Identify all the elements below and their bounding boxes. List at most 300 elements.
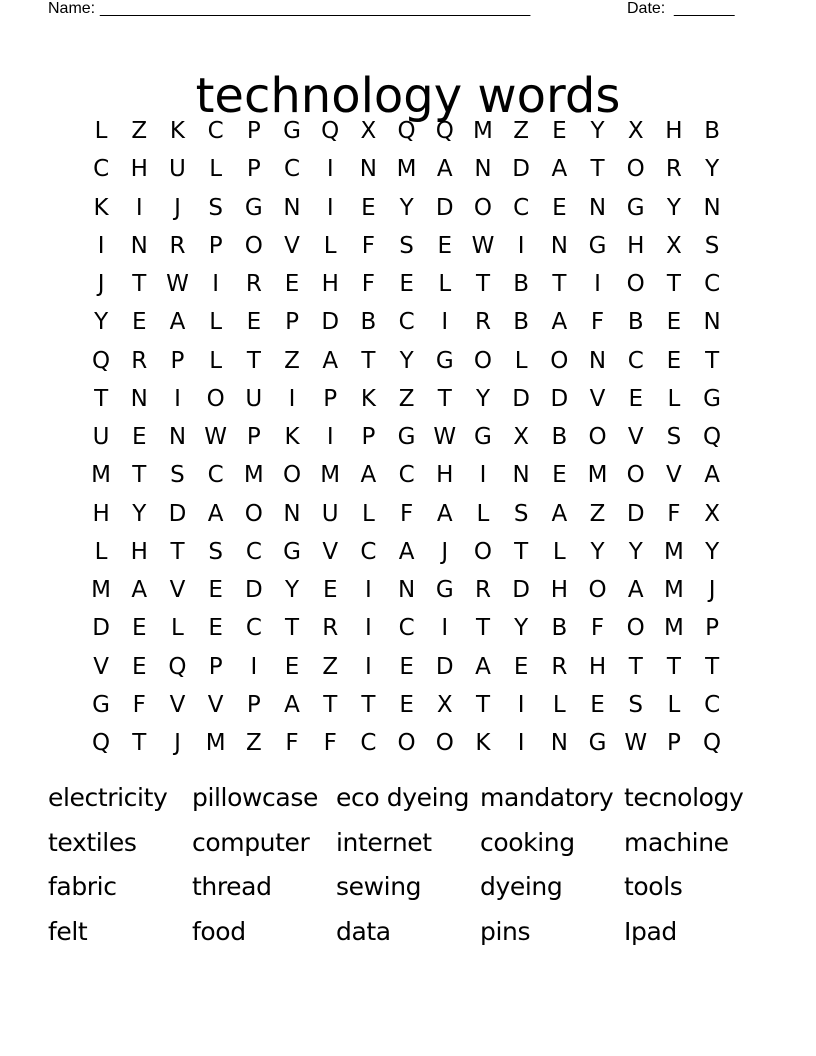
word-list-item: eco dyeing <box>336 783 470 812</box>
grid-letter: N <box>474 156 492 183</box>
name-label: Name: <box>48 0 96 17</box>
grid-letter: H <box>321 271 339 298</box>
grid-letter: T <box>628 653 643 680</box>
grid-letter: G <box>588 730 607 757</box>
grid-letter: M <box>473 118 493 145</box>
grid-letter: P <box>246 118 261 145</box>
word-list-item: fabric <box>48 872 117 902</box>
grid-letter: V <box>169 691 186 718</box>
grid-letter: K <box>93 194 109 221</box>
grid-letter: A <box>627 577 644 604</box>
grid-letter: E <box>437 232 453 259</box>
grid-letter: V <box>93 653 109 680</box>
grid-letter: J <box>708 577 716 604</box>
grid-letter: T <box>361 691 376 718</box>
grid-letter: C <box>93 156 110 183</box>
grid-letter: H <box>130 538 148 565</box>
grid-letter: G <box>283 538 301 565</box>
grid-letter: S <box>704 232 720 259</box>
grid-letter: T <box>705 347 720 374</box>
grid-letter: I <box>365 577 372 604</box>
grid-letter: L <box>209 347 223 374</box>
grid-letter: I <box>365 615 372 642</box>
grid-letter: P <box>208 232 223 259</box>
grid-letter: D <box>435 653 454 680</box>
grid-letter: R <box>169 232 186 259</box>
grid-letter: T <box>666 271 681 298</box>
grid-letter: R <box>245 271 262 298</box>
grid-letter: N <box>359 156 378 183</box>
grid-letter: M <box>663 538 684 565</box>
grid-letter: O <box>550 347 569 374</box>
word-list-item: cooking <box>480 827 575 857</box>
grid-letter: E <box>132 424 147 451</box>
grid-letter: M <box>91 577 112 604</box>
grid-letter: W <box>166 271 189 298</box>
letter-grid <box>82 112 731 762</box>
grid-letter: C <box>245 615 262 642</box>
word-list-item: Ipad <box>624 917 677 947</box>
grid-letter: M <box>320 462 341 489</box>
grid-letter: E <box>399 691 414 718</box>
grid-letter: E <box>132 615 147 642</box>
grid-letter: G <box>397 424 416 451</box>
grid-letter: G <box>244 194 263 221</box>
grid-letter: M <box>396 156 417 183</box>
grid-letter: N <box>588 347 607 374</box>
grid-letter: T <box>514 538 529 565</box>
grid-letter: R <box>474 577 491 604</box>
grid-letter: Z <box>245 730 262 757</box>
grid-letter: Z <box>398 385 415 412</box>
header-line <box>48 0 740 20</box>
grid-letter: L <box>667 385 681 412</box>
grid-letter: O <box>473 347 493 374</box>
grid-letter: N <box>397 577 416 604</box>
grid-letter: L <box>209 156 223 183</box>
grid-letter: Y <box>514 615 529 642</box>
word-list-item: mandatory <box>480 783 614 812</box>
word-list-item: textiles <box>48 827 137 857</box>
grid-letter: A <box>284 691 300 718</box>
grid-letter: D <box>512 577 531 604</box>
grid-letter: O <box>588 424 607 451</box>
grid-letter: Z <box>322 653 339 680</box>
grid-letter: W <box>624 730 648 757</box>
grid-letter: U <box>169 156 186 183</box>
grid-letter: G <box>474 424 492 451</box>
grid-letter: Y <box>399 347 414 374</box>
grid-letter: T <box>475 271 490 298</box>
grid-letter: E <box>666 309 682 336</box>
grid-letter: Y <box>705 538 720 565</box>
grid-letter: E <box>552 118 567 145</box>
grid-letter: X <box>704 500 720 527</box>
grid-letter: D <box>92 615 110 642</box>
grid-letter: F <box>361 232 376 259</box>
grid-letter: E <box>284 271 300 298</box>
grid-letter: M <box>243 462 264 489</box>
grid-letter: F <box>590 615 605 642</box>
grid-letter: L <box>476 500 490 527</box>
grid-letter: D <box>168 500 187 527</box>
grid-letter: N <box>283 194 301 221</box>
grid-letter: C <box>398 462 415 489</box>
grid-letter: C <box>627 347 644 374</box>
word-list-item: felt <box>48 917 88 947</box>
grid-letter: E <box>132 653 147 680</box>
grid-letter: C <box>513 194 530 221</box>
grid-letter: I <box>517 232 525 259</box>
grid-letter: D <box>512 156 531 183</box>
grid-letter: L <box>438 271 452 298</box>
grid-letter: N <box>168 424 187 451</box>
grid-letter: I <box>326 156 334 183</box>
grid-letter: Q <box>92 347 111 374</box>
grid-letter: T <box>552 271 567 298</box>
grid-letter: J <box>174 730 181 757</box>
grid-letter: Q <box>397 118 416 145</box>
grid-letter: O <box>626 156 645 183</box>
grid-letter: S <box>628 691 644 718</box>
grid-letter: P <box>170 347 185 374</box>
grid-letter: A <box>169 309 186 336</box>
grid-letter: N <box>588 194 607 221</box>
grid-letter: M <box>587 462 608 489</box>
grid-letter: Y <box>475 385 490 412</box>
grid-letter: C <box>704 271 721 298</box>
grid-letter: L <box>361 500 375 527</box>
grid-letter: G <box>703 385 721 412</box>
grid-letter: U <box>321 500 339 527</box>
grid-letter: E <box>132 309 147 336</box>
grid-letter: E <box>666 347 682 374</box>
grid-letter: I <box>594 271 601 298</box>
grid-letter: O <box>626 615 645 642</box>
grid-letter: L <box>171 615 184 642</box>
grid-letter: X <box>360 118 377 145</box>
grid-letter: Y <box>705 156 720 183</box>
grid-letter: A <box>704 462 720 489</box>
grid-letter: A <box>436 500 453 527</box>
grid-letter: E <box>284 653 300 680</box>
grid-letter: W <box>471 232 495 259</box>
grid-letter: O <box>626 462 645 489</box>
grid-letter: L <box>209 309 223 336</box>
grid-letter: A <box>551 309 568 336</box>
grid-letter: Y <box>590 118 605 145</box>
grid-letter: O <box>397 730 416 757</box>
grid-letter: J <box>174 194 181 221</box>
grid-letter: M <box>91 462 112 489</box>
grid-letter: O <box>435 730 454 757</box>
name-blank-line: __________________________________________________ <box>100 0 530 17</box>
grid-letter: T <box>170 538 185 565</box>
grid-letter: D <box>321 309 340 336</box>
word-list-item: pins <box>480 917 531 947</box>
grid-letter: Y <box>94 309 109 336</box>
grid-letter: R <box>322 615 339 642</box>
grid-letter: P <box>246 424 261 451</box>
grid-letter: S <box>170 462 185 489</box>
grid-letter: E <box>628 385 643 412</box>
grid-letter: P <box>208 653 223 680</box>
grid-letter: C <box>207 462 224 489</box>
grid-letter: N <box>283 500 301 527</box>
grid-letter: A <box>436 156 453 183</box>
grid-letter: C <box>284 156 301 183</box>
grid-letter: N <box>703 309 721 336</box>
grid-letter: O <box>473 538 493 565</box>
word-list-item: food <box>192 917 246 947</box>
grid-letter: G <box>92 691 110 718</box>
grid-letter: R <box>131 347 148 374</box>
grid-letter: F <box>361 271 376 298</box>
grid-letter: K <box>475 730 491 757</box>
grid-letter: R <box>551 653 568 680</box>
grid-letter: I <box>441 615 449 642</box>
grid-letter: L <box>94 538 108 565</box>
grid-letter: Z <box>513 118 530 145</box>
grid-letter: V <box>207 691 224 718</box>
grid-letter: Q <box>703 730 722 757</box>
grid-letter: N <box>550 232 568 259</box>
grid-letter: B <box>513 309 530 336</box>
grid-letter: S <box>208 194 223 221</box>
grid-letter: B <box>551 615 568 642</box>
grid-letter: O <box>626 271 645 298</box>
grid-letter: P <box>285 309 299 336</box>
grid-letter: U <box>245 385 263 412</box>
word-list-item: thread <box>192 872 272 902</box>
grid-letter: G <box>435 577 454 604</box>
grid-letter: F <box>323 730 337 757</box>
grid-letter: S <box>208 538 223 565</box>
grid-letter: W <box>433 424 457 451</box>
grid-letter: G <box>283 118 301 145</box>
word-list-item: computer <box>192 827 310 857</box>
grid-letter: H <box>550 577 568 604</box>
grid-letter: I <box>250 653 258 680</box>
grid-letter: T <box>132 730 147 757</box>
grid-letter: A <box>398 538 415 565</box>
grid-letter: V <box>284 232 300 259</box>
grid-letter: C <box>398 309 415 336</box>
word-list-item: internet <box>336 827 432 857</box>
grid-letter: M <box>205 730 226 757</box>
grid-letter: B <box>513 271 530 298</box>
grid-letter: J <box>97 271 105 298</box>
grid-letter: K <box>169 118 186 145</box>
grid-letter: H <box>627 232 645 259</box>
grid-letter: F <box>285 730 299 757</box>
grid-letter: Z <box>284 347 300 374</box>
date-label: Date: <box>627 0 666 17</box>
grid-letter: I <box>365 653 372 680</box>
grid-letter: N <box>130 232 148 259</box>
grid-letter: I <box>135 194 143 221</box>
word-list <box>48 776 768 955</box>
grid-letter: M <box>663 615 684 642</box>
grid-letter: Q <box>321 118 340 145</box>
grid-letter: A <box>551 500 568 527</box>
grid-letter: C <box>360 538 377 565</box>
grid-letter: B <box>551 424 568 451</box>
grid-letter: I <box>517 730 525 757</box>
grid-letter: J <box>441 538 449 565</box>
grid-letter: I <box>212 271 220 298</box>
grid-letter: C <box>245 538 262 565</box>
grid-letter: I <box>326 424 334 451</box>
grid-letter: E <box>361 194 376 221</box>
grid-letter: H <box>665 118 683 145</box>
grid-letter: K <box>284 424 300 451</box>
grid-letter: Y <box>285 577 300 604</box>
grid-letter: T <box>590 156 605 183</box>
grid-letter: A <box>360 462 377 489</box>
grid-letter: L <box>552 691 566 718</box>
grid-letter: V <box>169 577 186 604</box>
grid-letter: Z <box>589 500 606 527</box>
grid-letter: T <box>361 347 376 374</box>
grid-letter: M <box>663 577 684 604</box>
grid-letter: E <box>513 653 529 680</box>
grid-letter: E <box>399 271 414 298</box>
grid-letter: I <box>288 385 296 412</box>
grid-letter: S <box>513 500 529 527</box>
grid-letter: I <box>326 194 334 221</box>
grid-letter: G <box>588 232 607 259</box>
grid-letter: S <box>399 232 414 259</box>
grid-letter: L <box>323 232 337 259</box>
grid-letter: X <box>436 691 453 718</box>
word-list-item: dyeing <box>480 872 563 902</box>
grid-letter: G <box>626 194 645 221</box>
grid-letter: P <box>361 424 376 451</box>
grid-letter: R <box>665 156 682 183</box>
grid-letter: T <box>323 691 338 718</box>
grid-letter: W <box>204 424 228 451</box>
grid-letter: E <box>322 577 338 604</box>
grid-letter: B <box>627 309 644 336</box>
grid-letter: C <box>360 730 377 757</box>
grid-letter: L <box>94 118 108 145</box>
word-list-item: data <box>336 917 391 947</box>
grid-letter: T <box>132 462 147 489</box>
grid-letter: N <box>550 730 568 757</box>
grid-letter: F <box>399 500 414 527</box>
grid-letter: K <box>360 385 376 412</box>
grid-letter: I <box>97 232 105 259</box>
grid-letter: T <box>246 347 261 374</box>
grid-letter: E <box>590 691 605 718</box>
grid-letter: T <box>94 385 109 412</box>
grid-letter: D <box>435 194 454 221</box>
grid-letter: H <box>92 500 110 527</box>
grid-letter: D <box>512 385 531 412</box>
grid-letter: O <box>206 385 225 412</box>
grid-letter: Q <box>703 424 722 451</box>
word-list-item: pillowcase <box>192 783 318 812</box>
grid-letter: I <box>441 309 449 336</box>
grid-letter: Z <box>131 118 148 145</box>
grid-letter: V <box>322 538 339 565</box>
grid-letter: P <box>246 156 261 183</box>
grid-letter: I <box>174 385 181 412</box>
grid-letter: T <box>475 615 490 642</box>
grid-letter: Q <box>168 653 187 680</box>
grid-letter: S <box>666 424 682 451</box>
grid-letter: L <box>552 538 566 565</box>
grid-letter: N <box>130 385 148 412</box>
grid-letter: P <box>246 691 261 718</box>
grid-letter: P <box>705 615 720 642</box>
grid-letter: A <box>131 577 148 604</box>
grid-letter: C <box>398 615 415 642</box>
grid-letter: D <box>626 500 645 527</box>
grid-letter: Y <box>132 500 147 527</box>
grid-letter: O <box>588 577 607 604</box>
grid-letter: X <box>666 232 682 259</box>
grid-letter: L <box>514 347 528 374</box>
word-list-item: tools <box>624 872 683 902</box>
grid-letter: E <box>246 309 262 336</box>
grid-letter: X <box>627 118 644 145</box>
grid-letter: H <box>130 156 148 183</box>
grid-letter: D <box>550 385 569 412</box>
grid-letter: E <box>552 462 567 489</box>
word-list-item: sewing <box>336 872 422 902</box>
grid-letter: B <box>360 309 377 336</box>
grid-letter: P <box>666 730 681 757</box>
grid-letter: T <box>285 615 300 642</box>
grid-letter: I <box>479 462 487 489</box>
word-list-item: electricity <box>48 783 168 812</box>
grid-letter: R <box>474 309 491 336</box>
grid-letter: D <box>244 577 263 604</box>
grid-letter: C <box>207 118 224 145</box>
grid-letter: F <box>132 691 146 718</box>
grid-letter: P <box>323 385 338 412</box>
grid-letter: O <box>282 462 302 489</box>
grid-letter: T <box>666 653 681 680</box>
word-list-item: machine <box>624 827 729 857</box>
grid-letter: F <box>667 500 681 527</box>
grid-letter: V <box>589 385 606 412</box>
grid-letter: E <box>399 653 414 680</box>
grid-letter: T <box>437 385 452 412</box>
grid-letter: E <box>208 577 223 604</box>
grid-letter: T <box>475 691 490 718</box>
grid-letter: E <box>552 194 567 221</box>
grid-letter: Q <box>92 730 111 757</box>
grid-letter: A <box>475 653 491 680</box>
grid-letter: T <box>132 271 147 298</box>
grid-letter: Y <box>590 538 605 565</box>
grid-letter: F <box>590 309 605 336</box>
grid-letter: Y <box>666 194 681 221</box>
grid-letter: H <box>588 653 607 680</box>
grid-letter: C <box>704 691 721 718</box>
grid-letter: G <box>435 347 454 374</box>
grid-letter: H <box>436 462 454 489</box>
grid-letter: X <box>513 424 530 451</box>
grid-letter: I <box>517 691 525 718</box>
grid-letter: O <box>244 500 263 527</box>
grid-letter: A <box>551 156 568 183</box>
grid-letter: B <box>704 118 720 145</box>
word-list-item: tecnology <box>624 783 744 812</box>
